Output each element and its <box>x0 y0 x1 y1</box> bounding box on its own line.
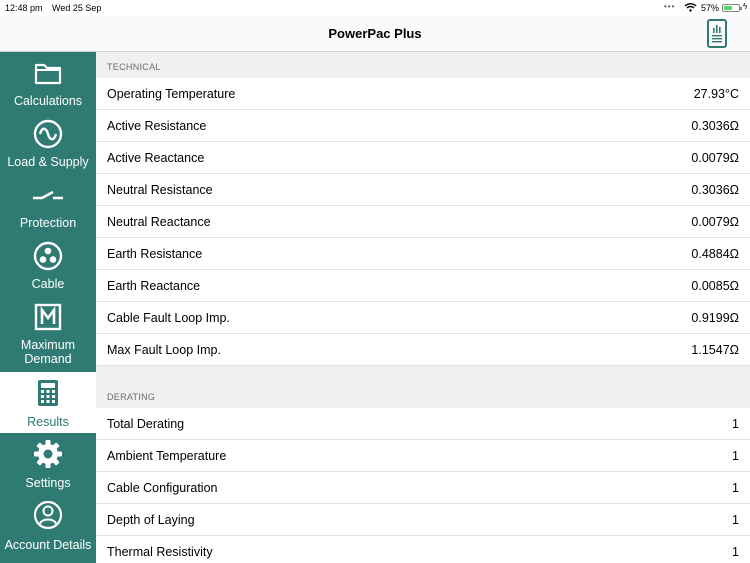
table-row <box>96 472 750 504</box>
table-row <box>96 408 750 440</box>
section-header-technical <box>96 52 750 78</box>
status-time: 12:48 pm <box>5 3 43 13</box>
sidebar-item-label: Cable <box>31 277 65 291</box>
battery-icon <box>722 4 740 12</box>
table-row <box>96 334 750 366</box>
row-label: Earth Resistance <box>107 247 203 261</box>
row-label: Ambient Temperature <box>107 449 227 463</box>
sidebar-item-label: Protection <box>19 216 77 230</box>
row-label: Neutral Reactance <box>107 215 211 229</box>
sidebar-item-label: Maximum Demand <box>20 338 76 366</box>
sidebar-item-label: Settings <box>25 476 71 490</box>
m-box-icon <box>33 302 63 332</box>
sidebar-item-label: Calculations <box>13 94 83 108</box>
row-label: Earth Reactance <box>107 279 201 293</box>
table-row <box>96 504 750 536</box>
table-row <box>96 174 750 206</box>
row-value: 0.0085Ω <box>691 279 739 293</box>
sidebar-item-maximum-demand[interactable] <box>0 296 96 371</box>
sidebar-item-cable[interactable] <box>0 235 96 296</box>
calculator-icon <box>33 378 63 408</box>
battery-percentage: 57% <box>701 3 720 13</box>
results-list[interactable] <box>96 52 750 563</box>
row-label: Operating Temperature <box>107 87 236 101</box>
row-label: Thermal Resistivity <box>107 545 213 559</box>
row-label: Cable Fault Loop Imp. <box>107 311 230 325</box>
wifi-icon <box>684 2 697 14</box>
row-label: Max Fault Loop Imp. <box>107 343 221 357</box>
section-title: DERATING <box>107 392 156 402</box>
report-button[interactable] <box>707 19 727 48</box>
switch-icon <box>33 180 63 210</box>
row-value: 0.0079Ω <box>691 151 739 165</box>
row-value: 1 <box>732 417 739 431</box>
sidebar-item-load-supply[interactable] <box>0 113 96 174</box>
sidebar-item-settings[interactable] <box>0 433 96 494</box>
status-date: Wed 25 Sep <box>52 3 102 13</box>
folder-icon <box>33 58 63 88</box>
row-label: Total Derating <box>107 417 185 431</box>
charging-icon: ϟ <box>743 2 748 11</box>
row-value: 1.1547Ω <box>691 343 739 357</box>
row-value: 27.93°C <box>693 87 739 101</box>
row-value: 1 <box>732 545 739 559</box>
multitask-dots: ••• <box>664 2 676 11</box>
table-row <box>96 78 750 110</box>
sidebar <box>0 52 96 563</box>
row-value: 0.9199Ω <box>691 311 739 325</box>
sidebar-item-account-details[interactable] <box>0 494 96 563</box>
table-row <box>96 238 750 270</box>
status-bar <box>0 0 750 16</box>
section-title: TECHNICAL <box>107 62 161 72</box>
section-header-derating <box>96 366 750 408</box>
sidebar-item-protection[interactable] <box>0 174 96 235</box>
row-value: 1 <box>732 481 739 495</box>
table-row <box>96 302 750 334</box>
row-value: 0.3036Ω <box>691 119 739 133</box>
gear-icon <box>33 439 63 469</box>
row-label: Active Reactance <box>107 151 205 165</box>
cable-icon <box>33 241 63 271</box>
sidebar-item-calculations[interactable] <box>0 52 96 113</box>
table-row <box>96 206 750 238</box>
row-value: 1 <box>732 449 739 463</box>
row-label: Neutral Resistance <box>107 183 213 197</box>
table-row <box>96 270 750 302</box>
row-value: 0.4884Ω <box>691 247 739 261</box>
row-label: Depth of Laying <box>107 513 195 527</box>
row-label: Active Resistance <box>107 119 207 133</box>
page-title: PowerPac Plus <box>328 26 422 41</box>
sine-wave-icon <box>33 119 63 149</box>
sidebar-item-label: Account Details <box>4 538 92 552</box>
navigation-bar <box>0 16 750 52</box>
sidebar-item-label: Load & Supply <box>7 155 89 169</box>
table-row <box>96 110 750 142</box>
table-row <box>96 142 750 174</box>
row-value: 0.3036Ω <box>691 183 739 197</box>
row-value: 1 <box>732 513 739 527</box>
row-label: Cable Configuration <box>107 481 218 495</box>
report-icon <box>709 21 725 46</box>
sidebar-item-label: Results <box>27 415 69 429</box>
row-value: 0.0079Ω <box>691 215 739 229</box>
table-row <box>96 536 750 563</box>
sidebar-item-results[interactable] <box>0 372 96 433</box>
table-row <box>96 440 750 472</box>
user-icon <box>33 500 63 530</box>
